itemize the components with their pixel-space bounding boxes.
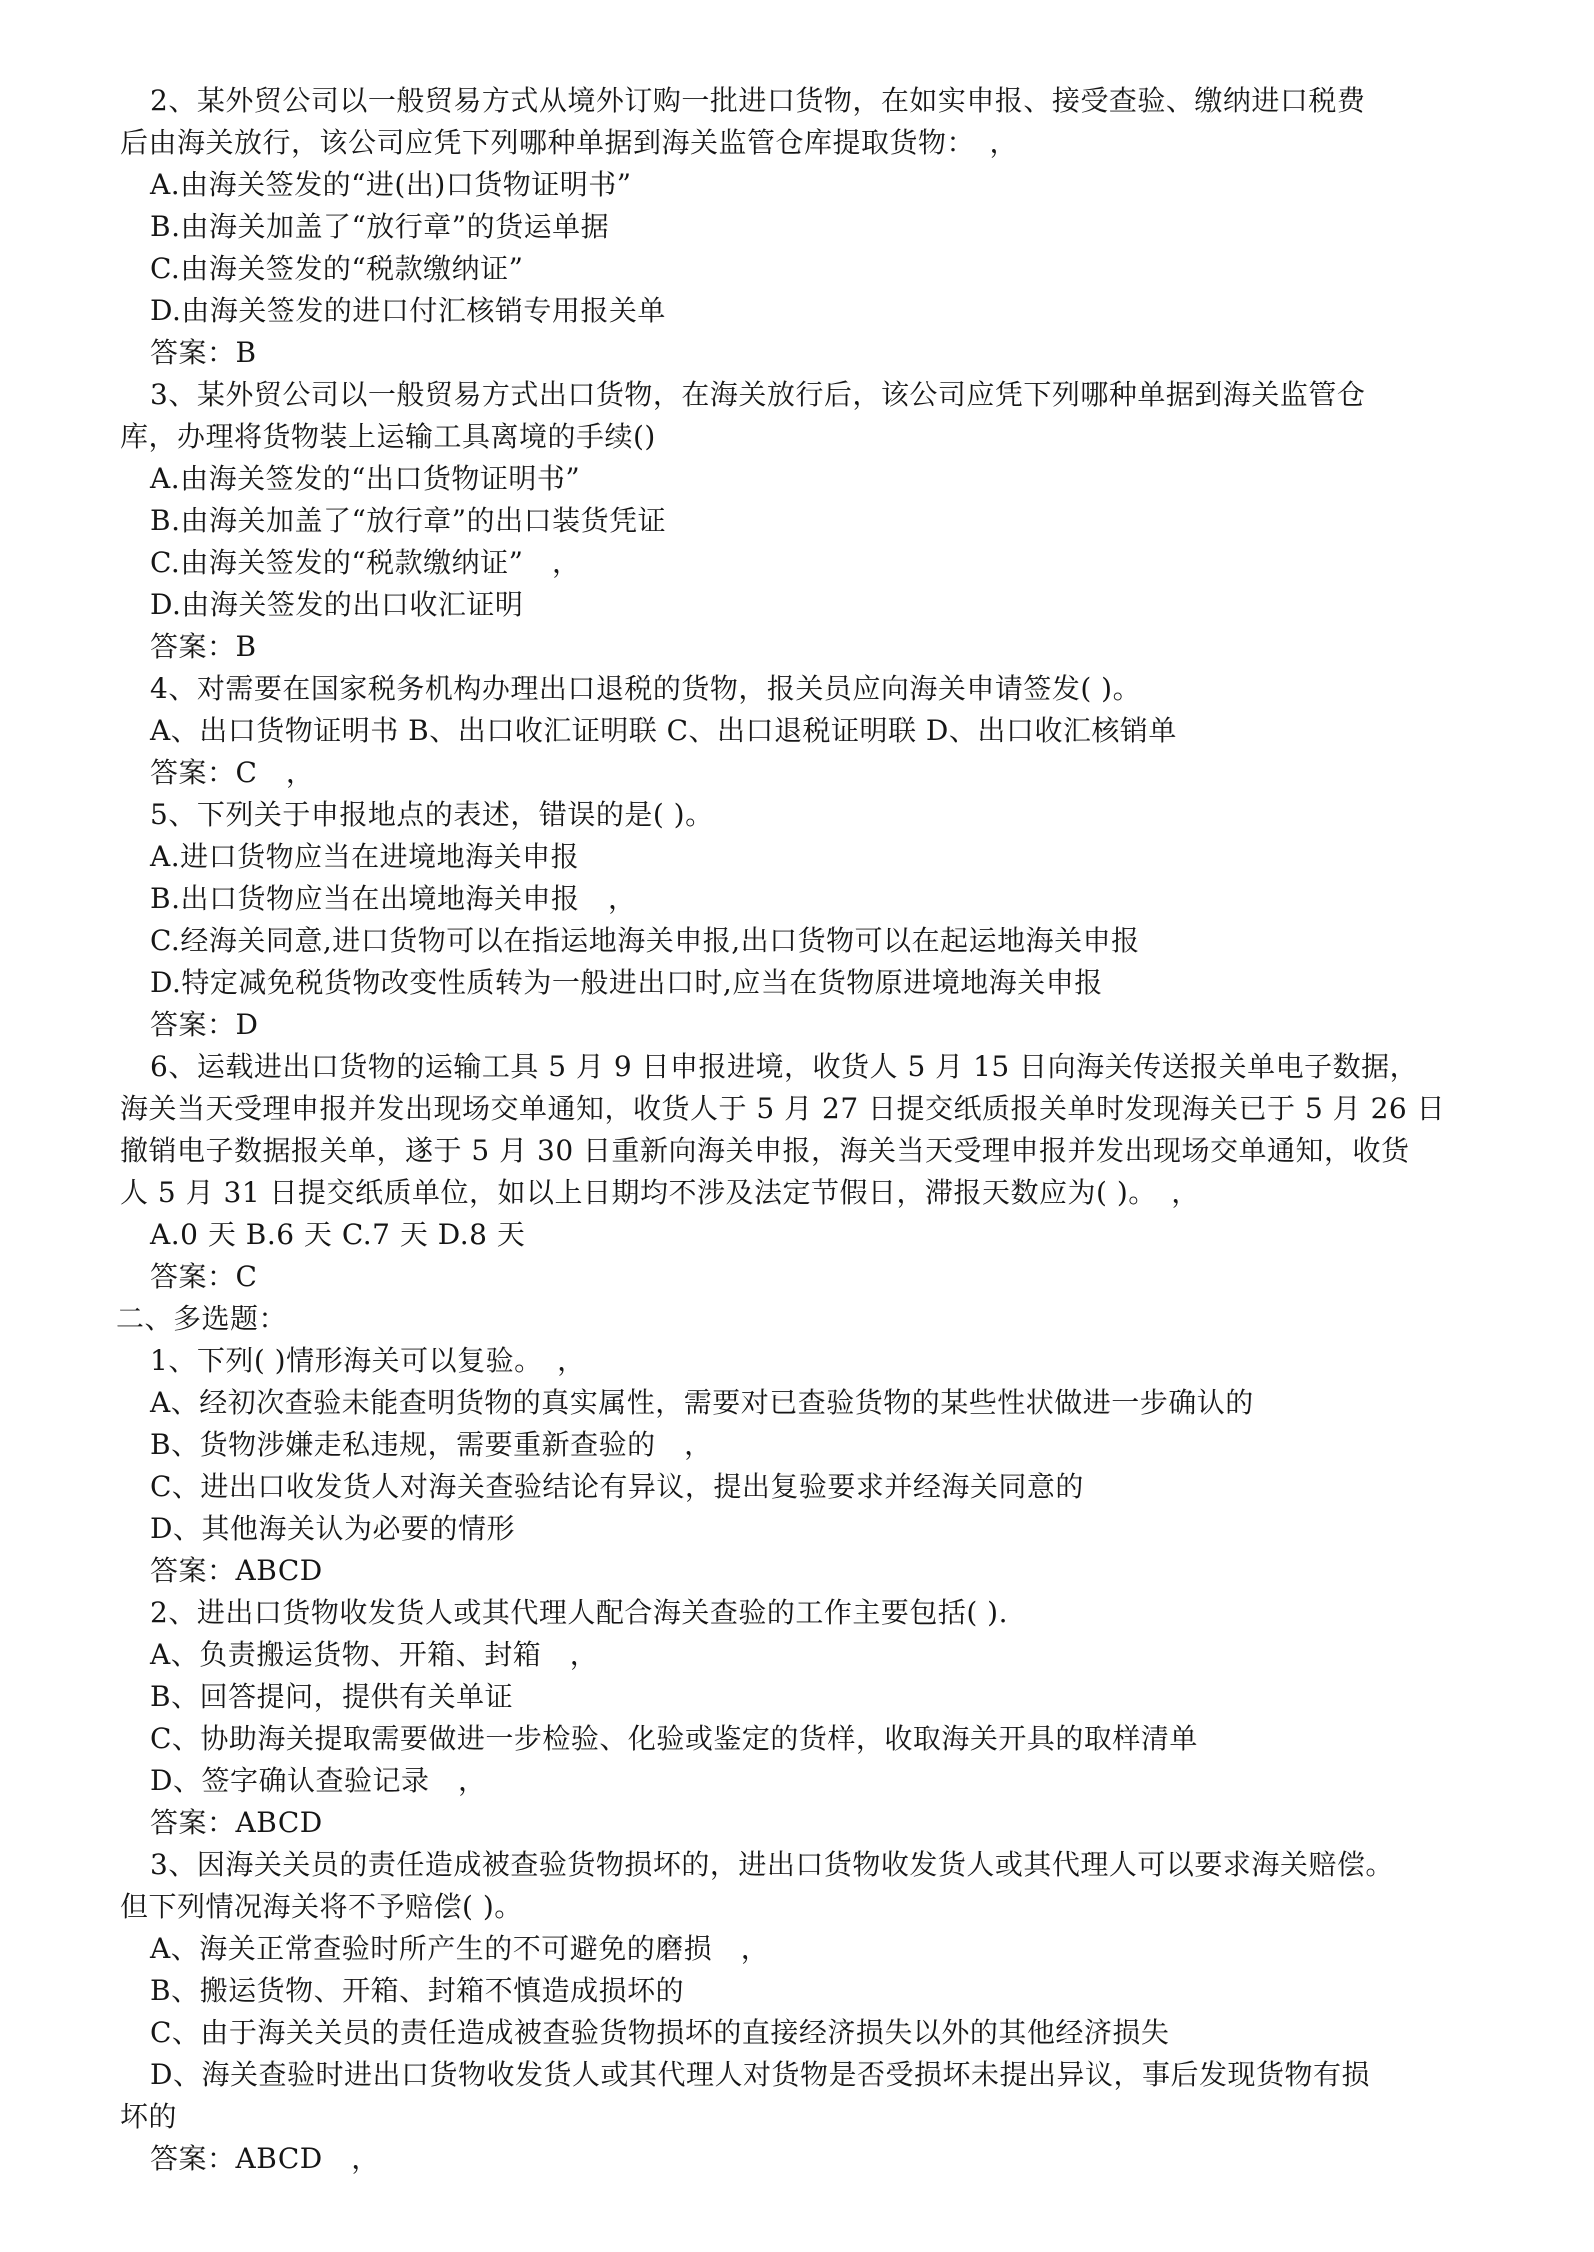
- m1-answer: 答案：ABCD: [150, 1554, 323, 1587]
- q2-option-b: B.由海关加盖了“放行章”的货运单据: [150, 210, 610, 243]
- q6-stem-line-1: 6、运载进出口货物的运输工具 5 月 9 日申报进境，收货人 5 月 15 日向海关传送报关单电子数据，: [150, 1050, 1419, 1083]
- q5-answer: 答案：D: [150, 1008, 259, 1041]
- q3-stem-line-1: 3、某外贸公司以一般贸易方式出口货物，在海关放行后，该公司应凭下列哪种单据到海关监管仓: [150, 378, 1366, 411]
- q2-option-a: A.由海关签发的“进(出)口货物证明书”: [150, 168, 632, 201]
- q6-stem-line-3: 撤销电子数据报关单，遂于 5 月 30 日重新向海关申报，海关当天受理申报并发出现场交单通知，收货: [120, 1134, 1410, 1167]
- m2-option-b: B、回答提问，提供有关单证: [150, 1680, 514, 1713]
- q5-option-a: A.进口货物应当在进境地海关申报: [150, 840, 580, 873]
- q2-stem-line-1: 2、某外贸公司以一般贸易方式从境外订购一批进口货物，在如实申报、接受查验、缴纳进口税费: [150, 84, 1366, 117]
- m2-option-c: C、协助海关提取需要做进一步检验、化验或鉴定的货样，收取海关开具的取样清单: [150, 1722, 1198, 1755]
- q3-option-d: D.由海关签发的出口收汇证明: [150, 588, 524, 621]
- m1-stem: 1、下列( )情形海关可以复验。 ，: [150, 1344, 586, 1377]
- m2-option-a: A、负责搬运货物、开箱、封箱 ，: [150, 1638, 599, 1671]
- q2-option-d: D.由海关签发的进口付汇核销专用报关单: [150, 294, 666, 327]
- q3-stem-line-2: 库，办理将货物装上运输工具离境的手续(): [120, 420, 656, 453]
- q2-stem-line-2: 后由海关放行，该公司应凭下列哪种单据到海关监管仓库提取货物： ，: [120, 126, 1019, 159]
- m1-option-a: A、经初次查验未能查明货物的真实属性，需要对已查验货物的某些性状做进一步确认的: [150, 1386, 1254, 1419]
- q4-stem: 4、对需要在国家税务机构办理出口退税的货物，报关员应向海关申请签发( )。: [150, 672, 1142, 705]
- section-heading-multiple-choice: 二、多选题：: [116, 1302, 288, 1335]
- m3-option-b: B、搬运货物、开箱、封箱不慎造成损坏的: [150, 1974, 685, 2007]
- m2-option-d: D、签字确认查验记录 ，: [150, 1764, 487, 1797]
- m1-option-d: D、其他海关认为必要的情形: [150, 1512, 515, 1545]
- q3-option-b: B.由海关加盖了“放行章”的出口装货凭证: [150, 504, 667, 537]
- m1-option-c: C、进出口收发货人对海关查验结论有异议，提出复验要求并经海关同意的: [150, 1470, 1084, 1503]
- q5-stem: 5、下列关于申报地点的表述，错误的是( )。: [150, 798, 714, 831]
- q6-options: A.0 天 B.6 天 C.7 天 D.8 天: [150, 1218, 526, 1251]
- q5-option-c: C.经海关同意,进口货物可以在指运地海关申报,出口货物可以在起运地海关申报: [150, 924, 1140, 957]
- m2-answer: 答案：ABCD: [150, 1806, 323, 1839]
- q3-option-a: A.由海关签发的“出口货物证明书”: [150, 462, 581, 495]
- q6-answer: 答案：C: [150, 1260, 258, 1293]
- q5-option-d: D.特定减免税货物改变性质转为一般进出口时,应当在货物原进境地海关申报: [150, 966, 1103, 999]
- q3-answer: 答案：B: [150, 630, 257, 663]
- q2-answer: 答案：B: [150, 336, 257, 369]
- q6-stem-line-4: 人 5 月 31 日提交纸质单位，如以上日期均不涉及法定节假日，滞报天数应为( )。 ，: [120, 1176, 1200, 1209]
- q3-option-c: C.由海关签发的“税款缴纳证” ，: [150, 546, 581, 579]
- m2-stem: 2、进出口货物收发货人或其代理人配合海关查验的工作主要包括( ).: [150, 1596, 1008, 1629]
- m3-option-d-line-2: 坏的: [120, 2100, 178, 2133]
- q6-stem-line-2: 海关当天受理申报并发出现场交单通知，收货人于 5 月 27 日提交纸质报关单时发现海关已于 5 月 26 日: [120, 1092, 1446, 1125]
- m3-option-a: A、海关正常查验时所产生的不可避免的磨损 ，: [150, 1932, 770, 1965]
- m3-option-d-line-1: D、海关查验时进出口货物收发货人或其代理人对货物是否受损坏未提出异议，事后发现货物有损: [150, 2058, 1370, 2091]
- q4-options: A、出口货物证明书 B、出口收汇证明联 C、出口退税证明联 D、出口收汇核销单: [150, 714, 1177, 747]
- m3-stem-line-2: 但下列情况海关将不予赔偿( )。: [120, 1890, 523, 1923]
- q4-answer: 答案：C ，: [150, 756, 315, 789]
- m3-answer: 答案：ABCD ，: [150, 2142, 380, 2175]
- m3-option-c: C、由于海关关员的责任造成被查验货物损坏的直接经济损失以外的其他经济损失: [150, 2016, 1170, 2049]
- m3-stem-line-1: 3、因海关关员的责任造成被查验货物损坏的，进出口货物收发货人或其代理人可以要求海关赔偿。: [150, 1848, 1394, 1881]
- q5-option-b: B.出口货物应当在出境地海关申报 ，: [150, 882, 637, 915]
- q2-option-c: C.由海关签发的“税款缴纳证”: [150, 252, 524, 285]
- m1-option-b: B、货物涉嫌走私违规，需要重新查验的 ，: [150, 1428, 713, 1461]
